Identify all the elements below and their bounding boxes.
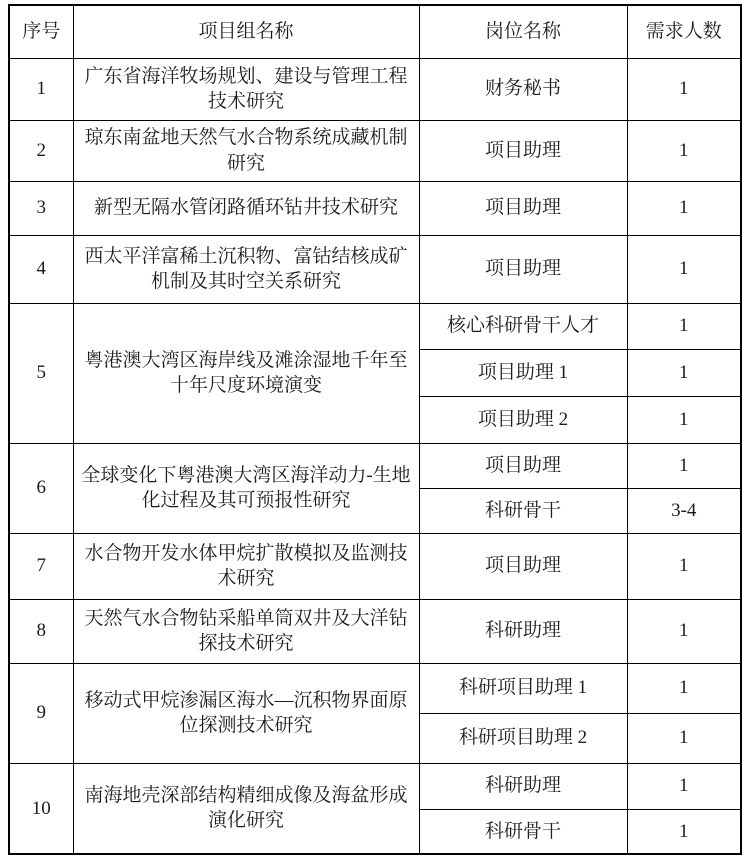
position-count: 1 — [627, 533, 741, 599]
position-count: 1 — [627, 663, 741, 713]
row-index: 5 — [9, 303, 73, 443]
table-row — [9, 533, 741, 599]
table-row — [9, 303, 741, 349]
position-name: 项目助理 2 — [419, 396, 627, 443]
recruitment-table — [8, 4, 742, 855]
position-name: 科研助理 — [419, 599, 627, 663]
position-count: 1 — [627, 58, 741, 120]
row-index: 3 — [9, 181, 73, 235]
row-index: 8 — [9, 599, 73, 663]
position-count: 1 — [627, 303, 741, 349]
project-name: 水合物开发水体甲烷扩散模拟及监测技术研究 — [73, 533, 419, 599]
position-name: 科研项目助理 1 — [419, 663, 627, 713]
row-index: 7 — [9, 533, 73, 599]
position-name: 科研骨干 — [419, 488, 627, 533]
position-name: 项目助理 — [419, 443, 627, 488]
position-count: 1 — [627, 599, 741, 663]
project-name: 新型无隔水管闭路循环钻井技术研究 — [73, 181, 419, 235]
column-header-index: 序号 — [9, 5, 73, 58]
row-index: 10 — [9, 763, 73, 854]
project-name: 广东省海洋牧场规划、建设与管理工程技术研究 — [73, 58, 419, 120]
position-count: 1 — [627, 713, 741, 763]
table-row — [9, 120, 741, 181]
position-name: 科研项目助理 2 — [419, 713, 627, 763]
row-index: 9 — [9, 663, 73, 763]
table-row — [9, 763, 741, 809]
position-count: 1 — [627, 181, 741, 235]
position-count: 1 — [627, 809, 741, 854]
table-row — [9, 181, 741, 235]
row-index: 1 — [9, 58, 73, 120]
project-name: 全球变化下粤港澳大湾区海洋动力-生地化过程及其可预报性研究 — [73, 443, 419, 533]
table-row — [9, 443, 741, 488]
table-row — [9, 235, 741, 303]
position-count: 1 — [627, 120, 741, 181]
table-row — [9, 663, 741, 713]
position-name: 财务秘书 — [419, 58, 627, 120]
position-name: 项目助理 — [419, 181, 627, 235]
row-index: 4 — [9, 235, 73, 303]
column-header-project: 项目组名称 — [73, 5, 419, 58]
position-name: 项目助理 — [419, 120, 627, 181]
project-name: 移动式甲烷渗漏区海水—沉积物界面原位探测技术研究 — [73, 663, 419, 763]
row-index: 2 — [9, 120, 73, 181]
position-count: 1 — [627, 763, 741, 809]
project-name: 天然气水合物钻采船单筒双井及大洋钻探技术研究 — [73, 599, 419, 663]
position-name: 项目助理 1 — [419, 349, 627, 396]
position-name: 项目助理 — [419, 533, 627, 599]
position-count: 1 — [627, 396, 741, 443]
position-name: 项目助理 — [419, 235, 627, 303]
table-row — [9, 58, 741, 120]
project-name: 西太平洋富稀土沉积物、富钴结核成矿机制及其时空关系研究 — [73, 235, 419, 303]
table-row — [9, 599, 741, 663]
column-header-position: 岗位名称 — [419, 5, 627, 58]
column-header-count: 需求人数 — [627, 5, 741, 58]
header-row — [9, 5, 741, 58]
position-name: 科研骨干 — [419, 809, 627, 854]
project-name: 粤港澳大湾区海岸线及滩涂湿地千年至十年尺度环境演变 — [73, 303, 419, 443]
project-name: 琼东南盆地天然气水合物系统成藏机制研究 — [73, 120, 419, 181]
position-name: 核心科研骨干人才 — [419, 303, 627, 349]
row-index: 6 — [9, 443, 73, 533]
project-name: 南海地壳深部结构精细成像及海盆形成演化研究 — [73, 763, 419, 854]
position-count: 1 — [627, 443, 741, 488]
position-count: 1 — [627, 235, 741, 303]
position-count: 3-4 — [627, 488, 741, 533]
position-count: 1 — [627, 349, 741, 396]
position-name: 科研助理 — [419, 763, 627, 809]
